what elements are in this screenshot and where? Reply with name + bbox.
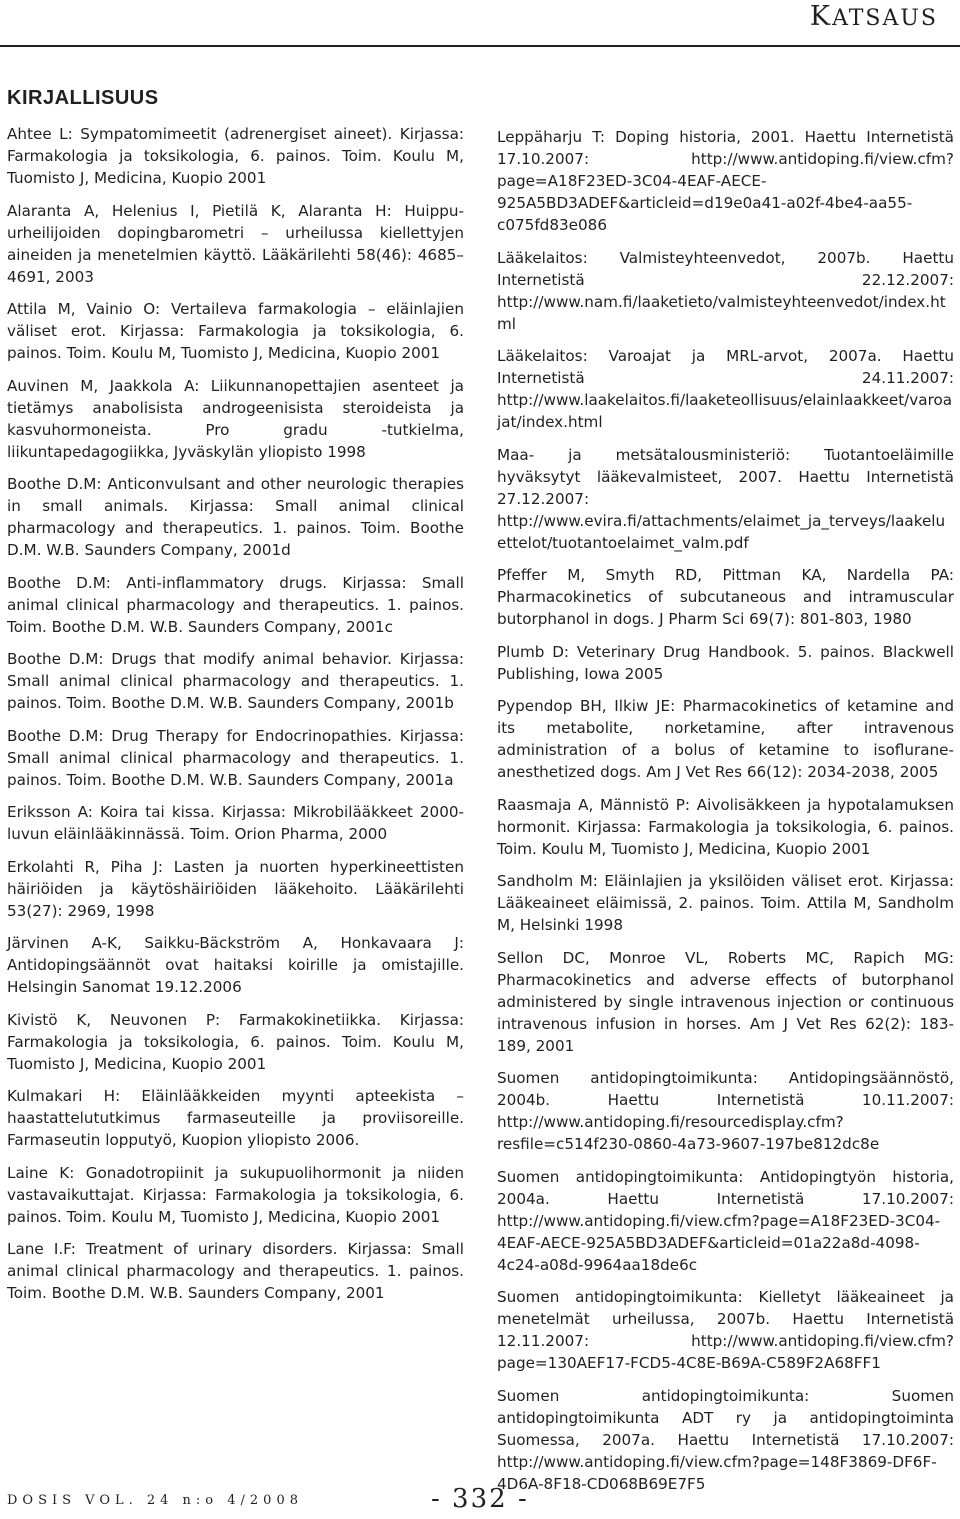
reference-item: Lääkelaitos: Valmisteyhteenvedot, 2007b. Haettu Internetistä 22.12.2007: http://www.nam.fi/laaketieto/valmisteyhteenvedot/index.html bbox=[497, 248, 954, 333]
reference-item: Sandholm M: Eläinlajien ja yksilöiden väliset erot. Kirjassa: Lääkeaineet eläimissä, 2. painos. Toim. Attila M, Sandholm M, Helsinki 1998 bbox=[497, 872, 954, 934]
reference-item: Raasmaja A, Männistö P: Aivolisäkkeen ja hypotalamuksen hormonit. Kirjassa: Farmakologia ja toksikologia, 6. painos. Toim. Koulu M, Tuomisto J, Medicina, Kuopio 2001 bbox=[497, 795, 954, 858]
reference-item: Attila M, Vainio O: Vertaileva farmakologia – eläinlajien väliset erot. Kirjassa: Farmakologia ja toksikologia, 6. painos. Toim. Koulu M, Tuomisto J, Medicina, Kuopio 2001 bbox=[7, 300, 464, 362]
journal-footer: DOSIS VOL. 24 n:o 4/2008 bbox=[7, 1493, 303, 1508]
reference-item: Lane I.F: Treatment of urinary disorders. Kirjassa: Small animal clinical pharmacology and therapeutics. 1. painos. Toim. Boothe D.M. W.B. Saunders Company, 2001 bbox=[7, 1240, 464, 1302]
reference-item: Lääkelaitos: Varoajat ja MRL-arvot, 2007a. Haettu Internetistä 24.11.2007: http://www.laakelaitos.fi/laaketeollisuus/elainlaakkeet/varoajat/index.html bbox=[497, 347, 954, 431]
section-title: KIRJALLISUUS bbox=[7, 87, 159, 109]
section-header-rest: ATSAUS bbox=[832, 6, 938, 31]
section-header-initial: K bbox=[809, 1, 833, 32]
reference-item: Pfeffer M, Smyth RD, Pittman KA, Nardella PA: Pharmacokinetics of subcutaneous and intramuscular butorphanol in dogs. J Pharm Sci 69(7): 801-803, 1980 bbox=[497, 566, 954, 628]
left-reference-column bbox=[7, 123, 464, 1315]
reference-item: Kulmakari H: Eläinlääkkeiden myynti apteekista – haastattelututkimus farmaseuteille ja proviisoreille. Farmaseutin lopputyö, Kuopion yliopisto 2006. bbox=[7, 1087, 464, 1149]
reference-item: Boothe D.M: Anticonvulsant and other neurologic therapies in small animals. Kirjassa: Small animal clinical pharmacology and therapeutics. 1. painos. Toim. Boothe D.M. W.B. Saunders Company, 2001d bbox=[7, 475, 464, 559]
right-reference-column bbox=[497, 126, 954, 1505]
reference-item: Auvinen M, Jaakkola A: Liikunnanopettajien asenteet ja tietämys anabolisista androgeenisista steroideista ja kasvuhormoneista. Pro gradu -tutkielma, liikuntapedagogiikka, Jyväskylän yliopisto 1998 bbox=[7, 376, 464, 461]
reference-item: Pypendop BH, Ilkiw JE: Pharmacokinetics of ketamine and its metabolite, norketamine, after intravenous administration of a bolus of ketamine to isoflurane-anesthetized dogs. Am J Vet Res 66(12): 2034-2038, 2005 bbox=[497, 697, 954, 781]
reference-item: Boothe D.M: Drug Therapy for Endocrinopathies. Kirjassa: Small animal clinical pharmacology and therapeutics. 1. painos. Toim. Boothe D.M. W.B. Saunders Company, 2001a bbox=[7, 726, 464, 789]
reference-item: Ahtee L: Sympatomimeetit (adrenergiset aineet). Kirjassa: Farmakologia ja toksikologia, 6. painos. Toim. Koulu M, Tuomisto J, Medicina, Kuopio 2001 bbox=[7, 125, 464, 187]
page-number: - 332 - bbox=[431, 1484, 529, 1514]
section-header bbox=[810, 0, 938, 34]
header-divider bbox=[0, 45, 960, 47]
reference-item: Maa- ja metsätalousministeriö: Tuotantoeläimille hyväksytyt lääkevalmisteet, 2007. Haettu Internetistä 27.12.2007: http://www.evira.fi/attachments/elaimet_ja_terveys/laakeluettelot/tuotantoelaimet_valm.pdf bbox=[497, 445, 954, 552]
reference-item: Leppäharju T: Doping historia, 2001. Haettu Internetistä 17.10.2007: http://www.antidoping.fi/view.cfm?page=A18F23ED-3C04-4EAF-AECE-925A5BD3ADEF&articleid=d19e0a41-a02f-4be4-aa55-c075fd83e086 bbox=[497, 128, 954, 234]
reference-item: Boothe D.M: Drugs that modify animal behavior. Kirjassa: Small animal clinical pharmacology and therapeutics. 1. painos. Toim. Boothe D.M. W.B. Saunders Company, 2001b bbox=[7, 650, 464, 712]
reference-item: Alaranta A, Helenius I, Pietilä K, Alaranta H: Huippu-urheilijoiden dopingbarometri – urheilussa kiellettyjen aineiden ja menetelmien käyttö. Lääkärilehti 58(46): 4685–4691, 2003 bbox=[7, 201, 464, 286]
reference-item: Sellon DC, Monroe VL, Roberts MC, Rapich MG: Pharmacokinetics and adverse effects of butorphanol administered by single intravenous injection or continuous intravenous infusion in horses. Am J Vet Res 62(2): 183-189, 2001 bbox=[497, 948, 954, 1055]
reference-item: Kivistö K, Neuvonen P: Farmakokinetiikka. Kirjassa: Farmakologia ja toksikologia, 6. painos. Toim. Koulu M, Tuomisto J, Medicina, Kuopio 2001 bbox=[7, 1010, 464, 1073]
reference-item: Järvinen A-K, Saikku-Bäckström A, Honkavaara J: Antidopingsäännöt ovat haitaksi koirille ja omistajille. Helsingin Sanomat 19.12.2006 bbox=[7, 934, 464, 996]
reference-item: Erkolahti R, Piha J: Lasten ja nuorten hyperkineettisten häiriöiden ja käytöshäiriöiden lääkehoito. Lääkärilehti 53(27): 2969, 1998 bbox=[7, 857, 464, 920]
reference-item: Eriksson A: Koira tai kissa. Kirjassa: Mikrobilääkkeet 2000-luvun eläinlääkinnässä. Toim. Orion Pharma, 2000 bbox=[7, 803, 464, 843]
reference-item: Suomen antidopingtoimikunta: Suomen antidopingtoimikunta ADT ry ja antidopingtoiminta Suomessa, 2007a. Haettu Internetistä 17.10.2007: http://www.antidoping.fi/view.cfm?page=148F3869-DF6F-4D6A-8F18-CD068B69E7F5 bbox=[497, 1386, 954, 1493]
reference-item: Suomen antidopingtoimikunta: Antidopingtyön historia, 2004a. Haettu Internetistä 17.10.2007: http://www.antidoping.fi/view.cfm?page=A18F23ED-3C04-4EAF-AECE-925A5BD3ADEF&articleid=01a22a8d-4098-4c24-a08d-9964aa18de6c bbox=[497, 1167, 954, 1274]
reference-item: Boothe D.M: Anti-inflammatory drugs. Kirjassa: Small animal clinical pharmacology and therapeutics. 1. painos. Toim. Boothe D.M. W.B. Saunders Company, 2001c bbox=[7, 573, 464, 636]
reference-item: Laine K: Gonadotropiinit ja sukupuolihormonit ja niiden vastavaikuttajat. Kirjassa: Farmakologia ja toksikologia, 6. painos. Toim. Koulu M, Tuomisto J, Medicina, Kuopio 2001 bbox=[7, 1163, 464, 1226]
reference-item: Suomen antidopingtoimikunta: Antidopingsäännöstö, 2004b. Haettu Internetistä 10.11.2007: http://www.antidoping.fi/resourcedisplay.cfm?resfile=c514f230-0860-4a73-9607-197be812dc8e bbox=[497, 1069, 954, 1153]
reference-item: Suomen antidopingtoimikunta: Kielletyt lääkeaineet ja menetelmät urheilussa, 2007b. Haettu Internetistä 12.11.2007: http://www.antidoping.fi/view.cfm?page=130AEF17-FCD5-4C8E-B69A-C589F2A68FF1 bbox=[497, 1288, 954, 1372]
reference-item: Plumb D: Veterinary Drug Handbook. 5. painos. Blackwell Publishing, Iowa 2005 bbox=[497, 642, 954, 683]
